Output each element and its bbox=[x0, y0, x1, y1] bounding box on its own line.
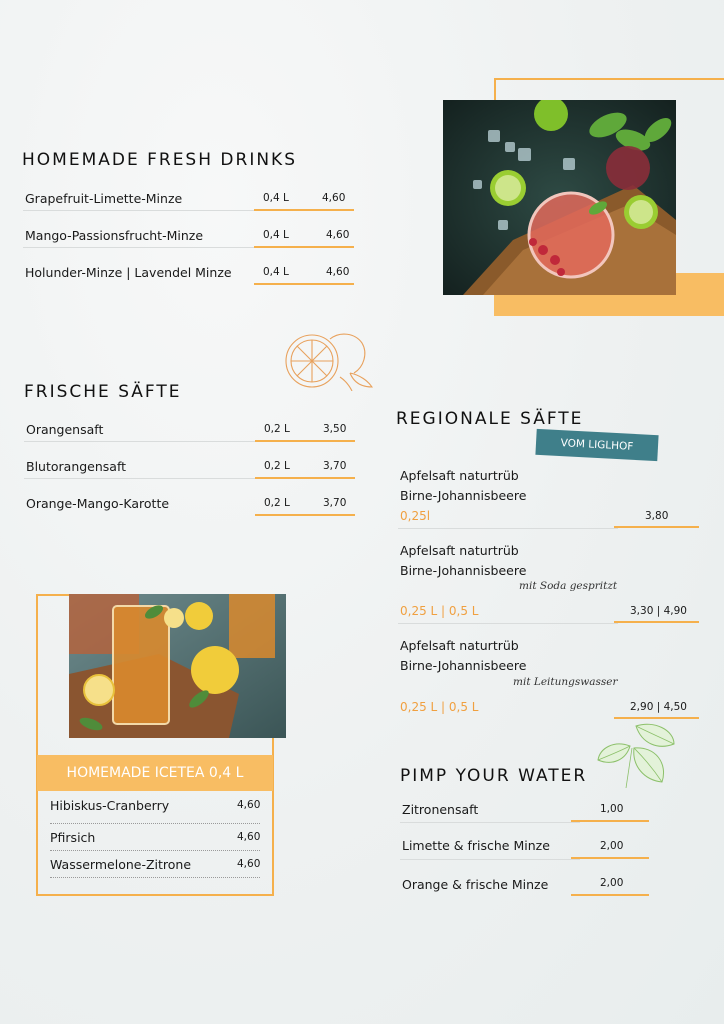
menu-item-price: 2,00 bbox=[600, 840, 624, 852]
divider-orange bbox=[255, 440, 355, 442]
mint-leaves-sketch-icon bbox=[596, 720, 678, 788]
orange-slice-sketch-icon bbox=[280, 325, 375, 391]
menu-item-line1: Apfelsaft naturtrüb bbox=[400, 638, 519, 653]
divider-orange bbox=[614, 717, 699, 719]
divider-dotted bbox=[50, 850, 260, 851]
divider-orange bbox=[255, 514, 355, 516]
menu-item-price: 3,30 | 4,90 bbox=[630, 605, 687, 617]
menu-item-name: Blutorangensaft bbox=[26, 459, 127, 474]
divider-orange bbox=[614, 526, 699, 528]
menu-item-price: 4,60 bbox=[326, 229, 350, 241]
frame-line bbox=[494, 78, 496, 102]
menu-item-price: 1,00 bbox=[600, 803, 624, 815]
menu-item-note: mit Leitungswasser bbox=[513, 676, 618, 688]
section-title-pimp-your-water: PIMP YOUR WATER bbox=[400, 766, 588, 786]
menu-item-price: 4,60 bbox=[237, 858, 261, 870]
menu-item-price: 4,60 bbox=[237, 799, 261, 811]
divider-orange bbox=[254, 209, 354, 211]
menu-item-price: 2,90 | 4,50 bbox=[630, 701, 687, 713]
menu-item-price: 3,80 bbox=[645, 510, 669, 522]
icetea-header: HOMEMADE ICETEA 0,4 L bbox=[37, 755, 273, 791]
menu-item-name: Orangensaft bbox=[26, 422, 104, 437]
menu-item-size: 0,2 L bbox=[264, 460, 290, 472]
menu-item-name: Limette & frische Minze bbox=[402, 838, 550, 853]
vom-liglhof-tag: VOM LIGLHOF bbox=[535, 429, 658, 461]
menu-item-size: 0,4 L bbox=[263, 192, 289, 204]
divider-orange bbox=[614, 621, 699, 623]
fresh-drinks-photo bbox=[443, 100, 676, 295]
menu-item-price: 4,60 bbox=[237, 831, 261, 843]
menu-item-note: mit Soda gespritzt bbox=[519, 580, 618, 592]
menu-item-line2: Birne-Johannisbeere bbox=[400, 658, 527, 673]
section-title-fresh-drinks: HOMEMADE FRESH DRINKS bbox=[22, 150, 297, 170]
menu-item-price: 4,60 bbox=[326, 266, 350, 278]
menu-item-name: Wassermelone-Zitrone bbox=[50, 857, 192, 872]
menu-item-line1: Apfelsaft naturtrüb bbox=[400, 468, 519, 483]
divider-dotted bbox=[50, 877, 260, 878]
menu-item-size: 0,4 L bbox=[263, 229, 289, 241]
menu-item-name: Holunder-Minze | Lavendel Minze bbox=[25, 265, 232, 280]
menu-item-name: Hibiskus-Cranberry bbox=[50, 798, 170, 813]
icetea-photo bbox=[69, 594, 286, 738]
frame-line bbox=[36, 594, 38, 896]
menu-item-name: Pfirsich bbox=[50, 830, 96, 845]
menu-item-size: 0,25l bbox=[400, 509, 431, 523]
menu-item-name: Orange-Mango-Karotte bbox=[26, 496, 170, 511]
menu-item-name: Zitronensaft bbox=[402, 802, 479, 817]
divider-orange bbox=[571, 894, 649, 896]
divider bbox=[24, 478, 256, 479]
menu-item-size: 0,4 L bbox=[263, 266, 289, 278]
divider bbox=[398, 623, 618, 624]
menu-item-line2: Birne-Johannisbeere bbox=[400, 563, 527, 578]
menu-item-name: Grapefruit-Limette-Minze bbox=[25, 191, 183, 206]
menu-item-price: 4,60 bbox=[322, 192, 346, 204]
divider-orange bbox=[254, 283, 354, 285]
menu-item-size: 0,25 L | 0,5 L bbox=[400, 700, 479, 714]
divider-orange bbox=[571, 820, 649, 822]
menu-item-name: Orange & frische Minze bbox=[402, 877, 549, 892]
divider bbox=[400, 822, 580, 823]
section-title-frische-saefte: FRISCHE SÄFTE bbox=[24, 382, 182, 402]
menu-item-price: 3,70 bbox=[323, 460, 347, 472]
menu-item-size: 0,25 L | 0,5 L bbox=[400, 604, 479, 618]
divider bbox=[398, 528, 618, 529]
menu-item-line1: Apfelsaft naturtrüb bbox=[400, 543, 519, 558]
frame-line bbox=[494, 78, 724, 80]
frame-line bbox=[36, 594, 70, 596]
menu-item-size: 0,2 L bbox=[264, 497, 290, 509]
section-title-regionale-saefte: REGIONALE SÄFTE bbox=[396, 409, 584, 429]
divider-orange bbox=[254, 246, 354, 248]
menu-item-name: Mango-Passionsfrucht-Minze bbox=[25, 228, 204, 243]
menu-item-size: 0,2 L bbox=[264, 423, 290, 435]
menu-item-line2: Birne-Johannisbeere bbox=[400, 488, 527, 503]
frame-line bbox=[36, 894, 274, 896]
menu-item-price: 3,70 bbox=[323, 497, 347, 509]
divider bbox=[23, 210, 255, 211]
divider-orange bbox=[255, 477, 355, 479]
divider-orange bbox=[571, 857, 649, 859]
divider-dotted bbox=[50, 823, 260, 824]
divider bbox=[24, 441, 256, 442]
divider bbox=[23, 247, 255, 248]
menu-item-price: 2,00 bbox=[600, 877, 624, 889]
menu-item-price: 3,50 bbox=[323, 423, 347, 435]
divider bbox=[400, 859, 580, 860]
